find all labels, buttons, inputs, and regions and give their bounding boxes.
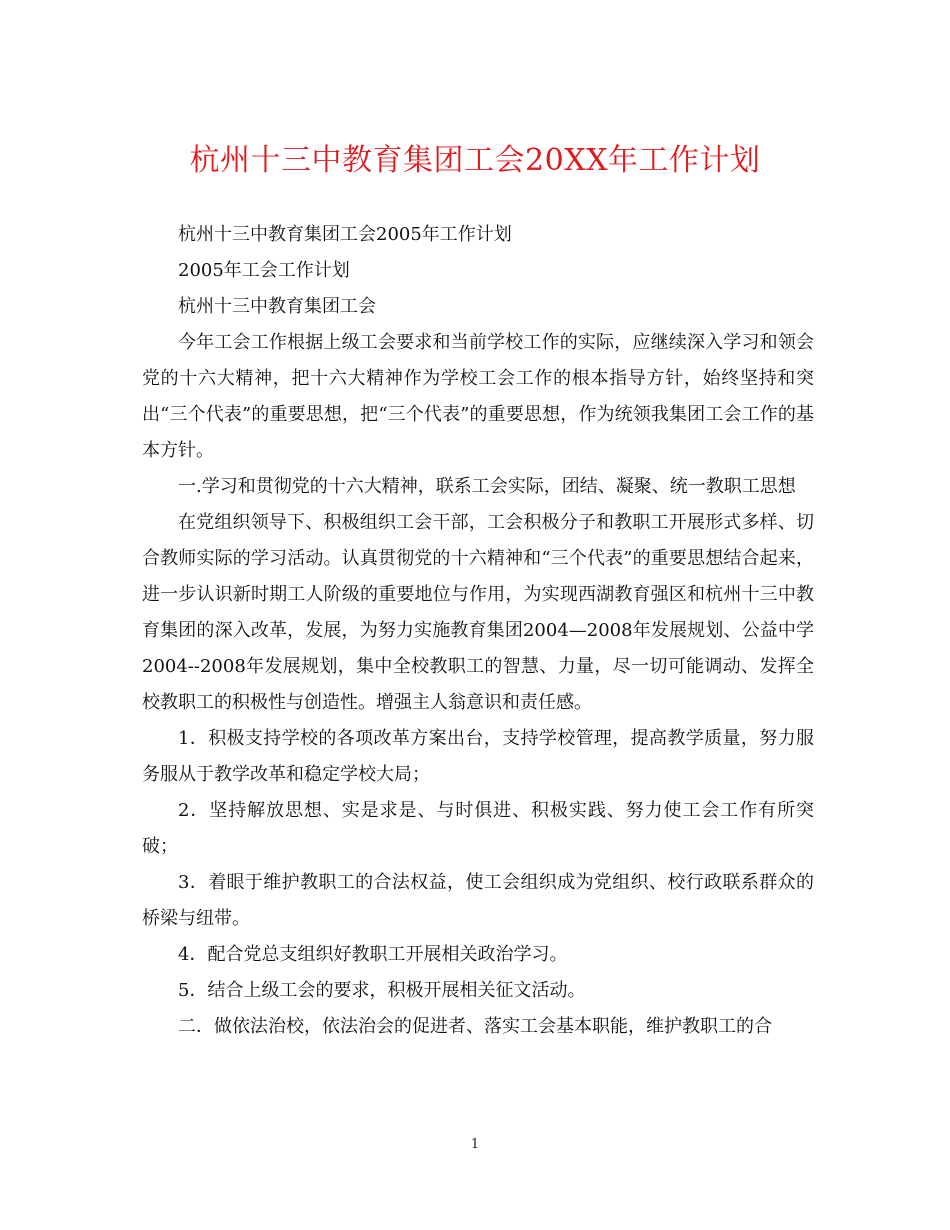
list-item: 5．结合上级工会的要求，积极开展相关征文活动。 bbox=[178, 980, 586, 1001]
list-item: 4．配合党总支组织好教职工开展相关政治学习。 bbox=[178, 944, 568, 965]
page-number: 1 bbox=[470, 1137, 480, 1152]
list-item: 3．着眼于维护教职工的合法权益，使工会组织成为党组织、校行政联系群众的桥梁与纽带。 bbox=[142, 872, 814, 929]
section-heading: 二．做依法治校，依法治会的促进者、落实工会基本职能，维护教职工的合 bbox=[178, 1016, 772, 1037]
paragraph: 杭州十三中教育集团工会 bbox=[178, 296, 376, 317]
list-item: 1．积极支持学校的各项改革方案出台，支持学校管理，提高教学质量，努力服务服从于教学改革和稳定学校大局； bbox=[142, 728, 814, 785]
document-title: 杭州十三中教育集团工会20XX年工作计划 bbox=[189, 143, 761, 178]
list-item: 2．坚持解放思想、实是求是、与时俱进、积极实践、努力使工会工作有所突破； bbox=[142, 800, 814, 857]
paragraph: 今年工会工作根据上级工会要求和当前学校工作的实际，应继续深入学习和领会党的十六大精神，把十六大精神作为学校工会工作的根本指导方针，始终坚持和突出“三个代表”的重要思想，把“三个代表”的重要思想，作为统领我集团工会工作的基本方针。 bbox=[142, 332, 814, 461]
section-heading: 一.学习和贯彻党的十六大精神，联系工会实际，团结、凝聚、统一教职工思想 bbox=[178, 476, 796, 497]
paragraph: 在党组织领导下、积极组织工会干部，工会积极分子和教职工开展形式多样、切合教师实际的学习活动。认真贯彻党的十六精神和“三个代表”的重要思想结合起来，进一步认识新时期工人阶级的重要地位与作用，为实现西湖教育强区和杭州十三中教育集团的深入改革，发展，为努力实施教育集团2004—2008年发展规划、公益中学2004--2008年发展规划，集中全校教职工的智慧、力量，尽一切可能调动、发挥全校教职工的积极性与创造性。增强主人翁意识和责任感。 bbox=[142, 512, 814, 713]
paragraph: 杭州十三中教育集团工会2005年工作计划 bbox=[178, 224, 512, 245]
paragraph: 2005年工会工作计划 bbox=[178, 260, 350, 281]
document-body bbox=[142, 217, 814, 1045]
